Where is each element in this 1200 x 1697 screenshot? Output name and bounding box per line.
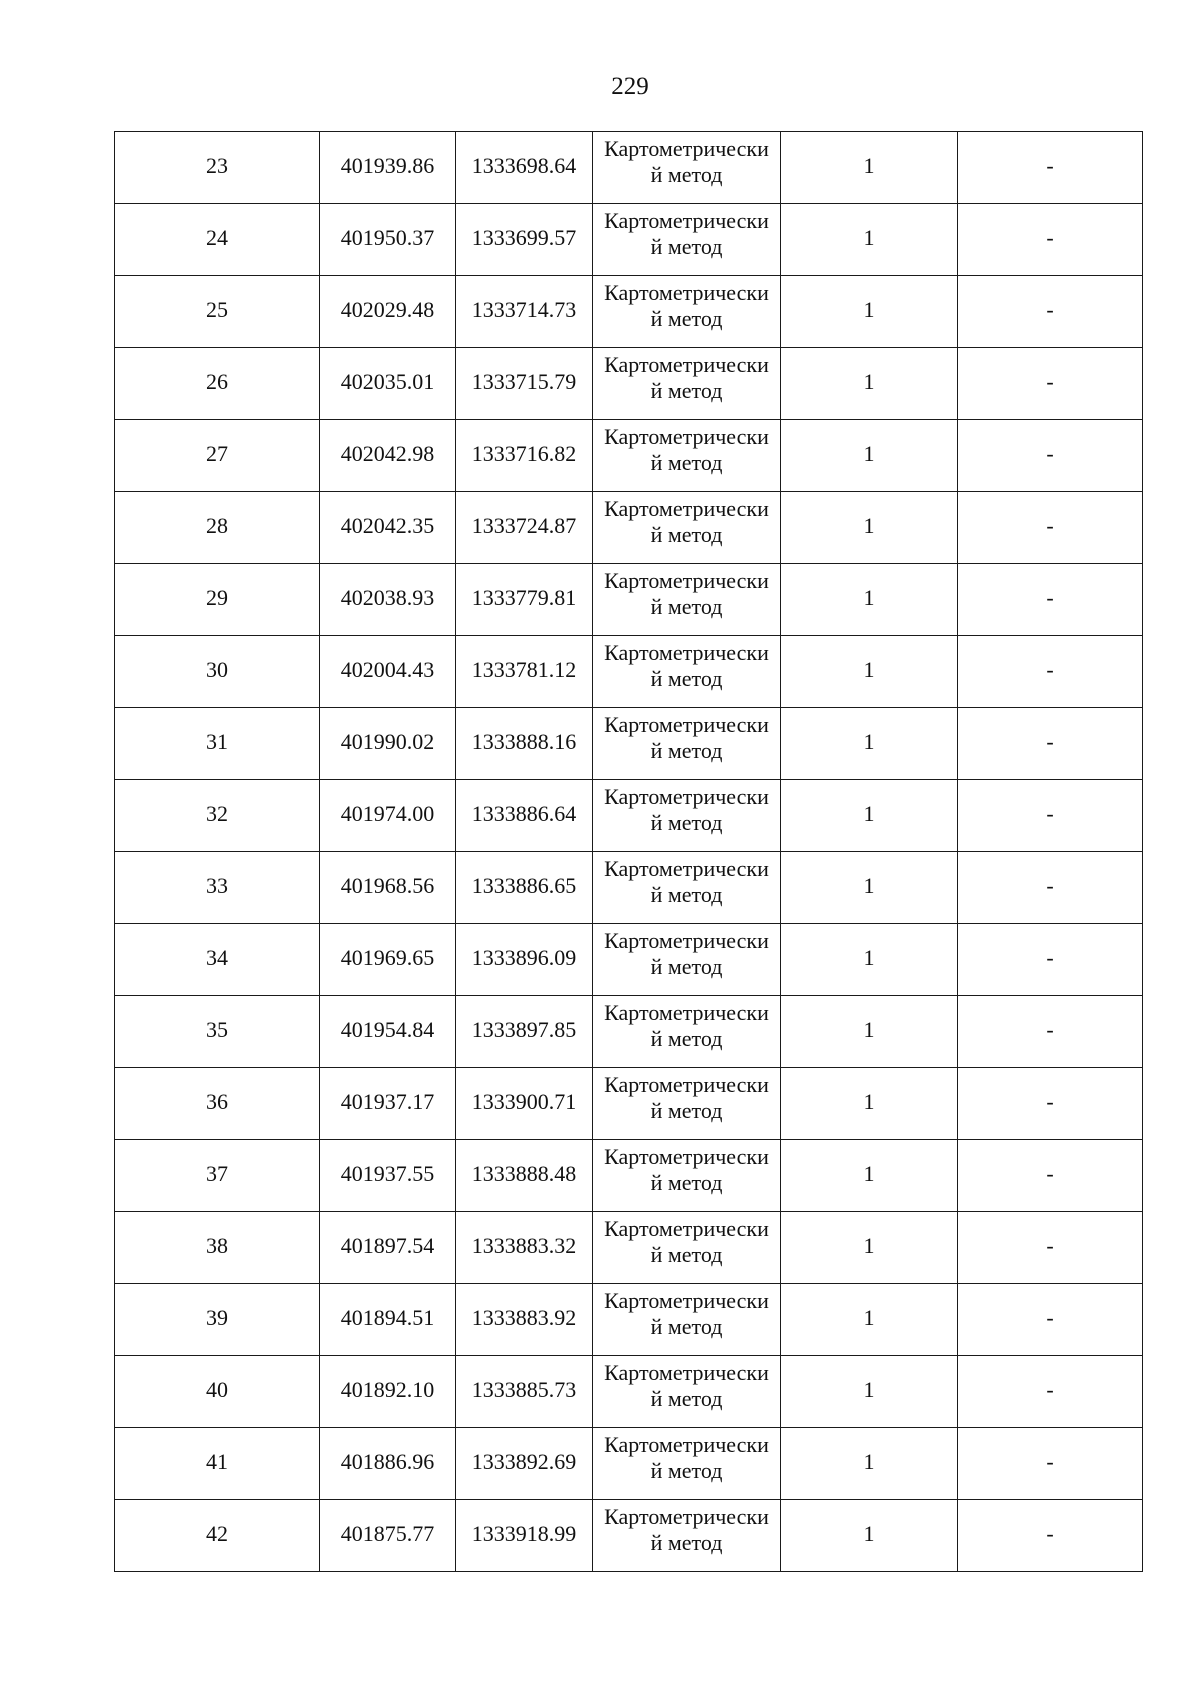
method-line-1: Картометрически <box>604 1432 769 1457</box>
point-number-cell: 37 <box>115 1140 320 1212</box>
y-coordinate-cell: 1333781.12 <box>456 636 593 708</box>
table-row <box>115 996 1143 1068</box>
note-cell: - <box>958 708 1143 780</box>
method-cell <box>593 780 781 852</box>
method-cell <box>593 1284 781 1356</box>
y-coordinate-cell: 1333883.32 <box>456 1212 593 1284</box>
table-row <box>115 708 1143 780</box>
method-line-1: Картометрически <box>604 496 769 521</box>
point-number-cell: 42 <box>115 1500 320 1572</box>
x-coordinate-cell: 401886.96 <box>320 1428 456 1500</box>
note-cell: - <box>958 492 1143 564</box>
method-line-1: Картометрически <box>604 712 769 737</box>
method-line-2: й метод <box>650 450 723 475</box>
note-cell: - <box>958 204 1143 276</box>
method-line-1: Картометрически <box>604 1072 769 1097</box>
accuracy-cell: 1 <box>781 924 958 996</box>
method-cell <box>593 564 781 636</box>
note-cell: - <box>958 996 1143 1068</box>
method-cell <box>593 1068 781 1140</box>
y-coordinate-cell: 1333716.82 <box>456 420 593 492</box>
point-number-cell: 35 <box>115 996 320 1068</box>
x-coordinate-cell: 401950.37 <box>320 204 456 276</box>
note-cell: - <box>958 1140 1143 1212</box>
point-number-cell: 34 <box>115 924 320 996</box>
table-row <box>115 1356 1143 1428</box>
x-coordinate-cell: 401969.65 <box>320 924 456 996</box>
method-line-1: Картометрически <box>604 280 769 305</box>
method-cell <box>593 204 781 276</box>
note-cell: - <box>958 420 1143 492</box>
method-cell <box>593 1356 781 1428</box>
y-coordinate-cell: 1333886.65 <box>456 852 593 924</box>
accuracy-cell: 1 <box>781 564 958 636</box>
method-line-2: й метод <box>650 522 723 547</box>
method-cell <box>593 348 781 420</box>
x-coordinate-cell: 402035.01 <box>320 348 456 420</box>
method-line-2: й метод <box>650 378 723 403</box>
accuracy-cell: 1 <box>781 780 958 852</box>
method-line-1: Картометрически <box>604 640 769 665</box>
method-cell <box>593 1212 781 1284</box>
table-row <box>115 204 1143 276</box>
note-cell: - <box>958 1068 1143 1140</box>
method-line-1: Картометрически <box>604 424 769 449</box>
note-cell: - <box>958 780 1143 852</box>
method-cell <box>593 132 781 204</box>
method-cell <box>593 996 781 1068</box>
note-cell: - <box>958 1212 1143 1284</box>
method-line-1: Картометрически <box>604 1504 769 1529</box>
note-cell: - <box>958 1500 1143 1572</box>
method-line-2: й метод <box>650 594 723 619</box>
method-line-2: й метод <box>650 666 723 691</box>
method-line-1: Картометрически <box>604 352 769 377</box>
table-row <box>115 348 1143 420</box>
point-number-cell: 30 <box>115 636 320 708</box>
table-row <box>115 420 1143 492</box>
table-row <box>115 276 1143 348</box>
table-row <box>115 1284 1143 1356</box>
x-coordinate-cell: 402029.48 <box>320 276 456 348</box>
method-line-1: Картометрически <box>604 856 769 881</box>
note-cell: - <box>958 564 1143 636</box>
y-coordinate-cell: 1333885.73 <box>456 1356 593 1428</box>
accuracy-cell: 1 <box>781 708 958 780</box>
method-line-2: й метод <box>650 234 723 259</box>
table-row <box>115 492 1143 564</box>
note-cell: - <box>958 1356 1143 1428</box>
method-line-1: Картометрически <box>604 136 769 161</box>
point-number-cell: 36 <box>115 1068 320 1140</box>
method-line-1: Картометрически <box>604 1288 769 1313</box>
method-cell <box>593 1428 781 1500</box>
accuracy-cell: 1 <box>781 1284 958 1356</box>
coordinates-table-body <box>115 132 1143 1572</box>
accuracy-cell: 1 <box>781 132 958 204</box>
y-coordinate-cell: 1333896.09 <box>456 924 593 996</box>
accuracy-cell: 1 <box>781 1428 958 1500</box>
method-line-1: Картометрически <box>604 208 769 233</box>
x-coordinate-cell: 401990.02 <box>320 708 456 780</box>
note-cell: - <box>958 1428 1143 1500</box>
table-row <box>115 1068 1143 1140</box>
table-row <box>115 1212 1143 1284</box>
method-cell <box>593 276 781 348</box>
method-line-1: Картометрически <box>604 1360 769 1385</box>
point-number-cell: 40 <box>115 1356 320 1428</box>
point-number-cell: 31 <box>115 708 320 780</box>
table-row <box>115 1140 1143 1212</box>
method-line-1: Картометрически <box>604 568 769 593</box>
point-number-cell: 33 <box>115 852 320 924</box>
y-coordinate-cell: 1333888.16 <box>456 708 593 780</box>
coordinates-table <box>114 131 1143 1572</box>
accuracy-cell: 1 <box>781 996 958 1068</box>
method-line-2: й метод <box>650 1458 723 1483</box>
accuracy-cell: 1 <box>781 852 958 924</box>
note-cell: - <box>958 348 1143 420</box>
x-coordinate-cell: 402042.35 <box>320 492 456 564</box>
method-line-1: Картометрически <box>604 1216 769 1241</box>
accuracy-cell: 1 <box>781 636 958 708</box>
table-row <box>115 564 1143 636</box>
method-line-1: Картометрически <box>604 928 769 953</box>
y-coordinate-cell: 1333698.64 <box>456 132 593 204</box>
y-coordinate-cell: 1333897.85 <box>456 996 593 1068</box>
x-coordinate-cell: 401954.84 <box>320 996 456 1068</box>
method-line-2: й метод <box>650 1314 723 1339</box>
accuracy-cell: 1 <box>781 420 958 492</box>
method-line-1: Картометрически <box>604 784 769 809</box>
x-coordinate-cell: 401892.10 <box>320 1356 456 1428</box>
y-coordinate-cell: 1333886.64 <box>456 780 593 852</box>
method-line-2: й метод <box>650 738 723 763</box>
y-coordinate-cell: 1333699.57 <box>456 204 593 276</box>
accuracy-cell: 1 <box>781 1068 958 1140</box>
table-row <box>115 1428 1143 1500</box>
accuracy-cell: 1 <box>781 1140 958 1212</box>
accuracy-cell: 1 <box>781 492 958 564</box>
method-cell <box>593 420 781 492</box>
method-line-2: й метод <box>650 306 723 331</box>
method-cell <box>593 492 781 564</box>
point-number-cell: 24 <box>115 204 320 276</box>
method-line-2: й метод <box>650 1170 723 1195</box>
y-coordinate-cell: 1333918.99 <box>456 1500 593 1572</box>
method-line-2: й метод <box>650 954 723 979</box>
x-coordinate-cell: 401939.86 <box>320 132 456 204</box>
note-cell: - <box>958 924 1143 996</box>
note-cell: - <box>958 636 1143 708</box>
method-line-2: й метод <box>650 1098 723 1123</box>
y-coordinate-cell: 1333779.81 <box>456 564 593 636</box>
point-number-cell: 29 <box>115 564 320 636</box>
method-cell <box>593 636 781 708</box>
point-number-cell: 25 <box>115 276 320 348</box>
x-coordinate-cell: 401974.00 <box>320 780 456 852</box>
x-coordinate-cell: 402038.93 <box>320 564 456 636</box>
point-number-cell: 28 <box>115 492 320 564</box>
method-line-2: й метод <box>650 1386 723 1411</box>
method-line-2: й метод <box>650 1026 723 1051</box>
method-line-2: й метод <box>650 162 723 187</box>
method-line-2: й метод <box>650 882 723 907</box>
x-coordinate-cell: 401875.77 <box>320 1500 456 1572</box>
table-row <box>115 852 1143 924</box>
x-coordinate-cell: 402042.98 <box>320 420 456 492</box>
point-number-cell: 26 <box>115 348 320 420</box>
y-coordinate-cell: 1333714.73 <box>456 276 593 348</box>
method-line-1: Картометрически <box>604 1144 769 1169</box>
x-coordinate-cell: 401937.17 <box>320 1068 456 1140</box>
page-number: 229 <box>611 73 649 100</box>
method-line-2: й метод <box>650 1530 723 1555</box>
y-coordinate-cell: 1333900.71 <box>456 1068 593 1140</box>
method-line-1: Картометрически <box>604 1000 769 1025</box>
note-cell: - <box>958 1284 1143 1356</box>
y-coordinate-cell: 1333715.79 <box>456 348 593 420</box>
accuracy-cell: 1 <box>781 348 958 420</box>
y-coordinate-cell: 1333724.87 <box>456 492 593 564</box>
x-coordinate-cell: 401937.55 <box>320 1140 456 1212</box>
accuracy-cell: 1 <box>781 1212 958 1284</box>
y-coordinate-cell: 1333883.92 <box>456 1284 593 1356</box>
point-number-cell: 39 <box>115 1284 320 1356</box>
x-coordinate-cell: 401894.51 <box>320 1284 456 1356</box>
table-row <box>115 1500 1143 1572</box>
point-number-cell: 27 <box>115 420 320 492</box>
method-line-2: й метод <box>650 810 723 835</box>
table-row <box>115 132 1143 204</box>
y-coordinate-cell: 1333892.69 <box>456 1428 593 1500</box>
accuracy-cell: 1 <box>781 1356 958 1428</box>
x-coordinate-cell: 402004.43 <box>320 636 456 708</box>
method-cell <box>593 708 781 780</box>
point-number-cell: 32 <box>115 780 320 852</box>
table-row <box>115 924 1143 996</box>
method-line-2: й метод <box>650 1242 723 1267</box>
accuracy-cell: 1 <box>781 204 958 276</box>
method-cell <box>593 852 781 924</box>
method-cell <box>593 924 781 996</box>
point-number-cell: 23 <box>115 132 320 204</box>
x-coordinate-cell: 401968.56 <box>320 852 456 924</box>
x-coordinate-cell: 401897.54 <box>320 1212 456 1284</box>
point-number-cell: 38 <box>115 1212 320 1284</box>
method-cell <box>593 1500 781 1572</box>
point-number-cell: 41 <box>115 1428 320 1500</box>
y-coordinate-cell: 1333888.48 <box>456 1140 593 1212</box>
accuracy-cell: 1 <box>781 276 958 348</box>
note-cell: - <box>958 276 1143 348</box>
accuracy-cell: 1 <box>781 1500 958 1572</box>
table-row <box>115 780 1143 852</box>
note-cell: - <box>958 132 1143 204</box>
note-cell: - <box>958 852 1143 924</box>
table-row <box>115 636 1143 708</box>
method-cell <box>593 1140 781 1212</box>
